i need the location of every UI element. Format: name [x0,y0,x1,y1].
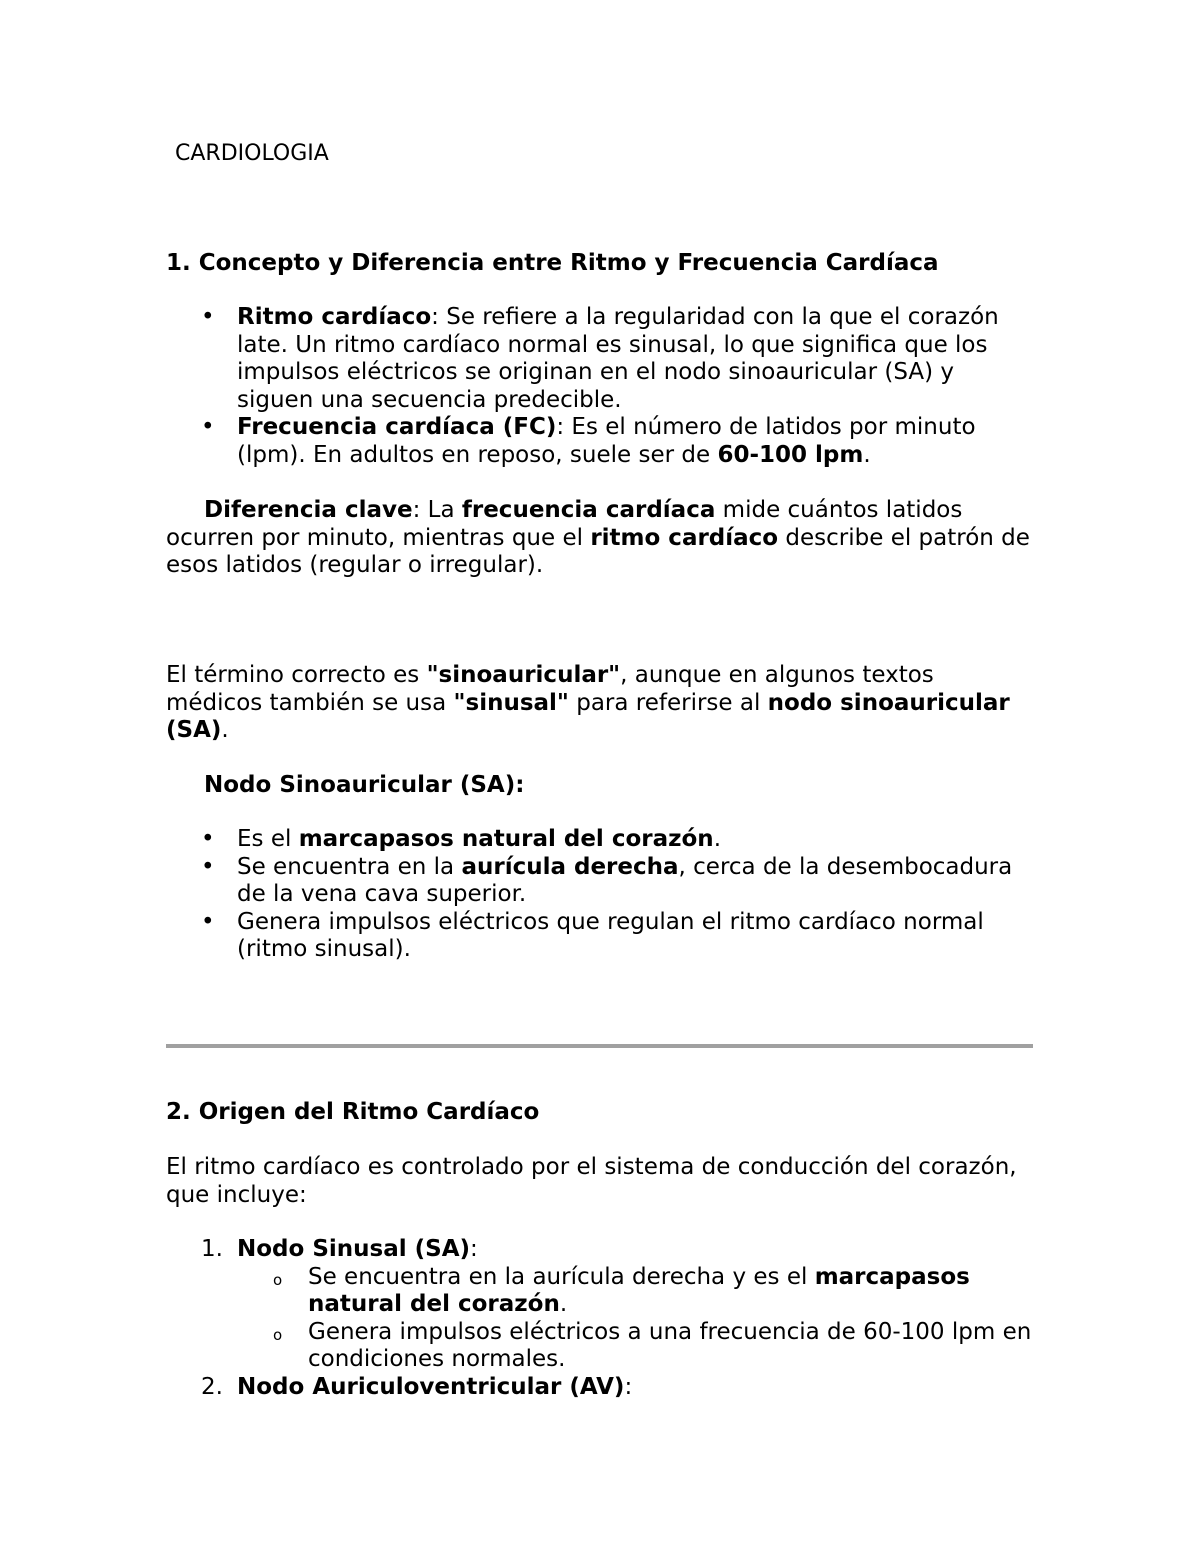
sub-list [237,1264,1034,1374]
sub-list-item: o Genera impulsos eléctricos a una frecuencia de 60-100 lpm en condiciones normales. [273,1318,1032,1372]
bullet-icon: • [201,853,215,880]
key-difference-paragraph: Diferencia clave: La frecuencia cardíaca mide cuántos latidos ocurren por minuto, mientras que el ritmo cardíaco describe el patrón de esos latidos (regular o irregular). [166,497,1030,578]
section-2-intro: El ritmo cardíaco es controlado por el sistema de conducción del corazón, que incluye: [166,1154,1017,1208]
bullet-icon: • [201,826,215,852]
sa-node-heading: Nodo Sinoauricular (SA): [204,772,525,798]
list-item: • Se encuentra en la aurícula derecha, cerca de la desembocadura de la vena cava superior. [201,853,1013,907]
list-item: • Es el marcapasos natural del corazón. [201,826,721,852]
list-item: • Ritmo cardíaco: Se refiere a la regularidad con la que el corazón late. Un ritmo cardíaco normal es sinusal, lo que significa que los impulsos eléctricos se originan en el nodo sinoauricular (SA) y siguen una secuencia predecible. [201,304,999,413]
list-item: 2. Nodo Auriculoventricular (AV): [201,1373,633,1400]
list-number: 1. [201,1236,223,1262]
circle-bullet-icon: o [273,1325,283,1344]
bullet-icon: • [201,304,215,330]
list-item: • Genera impulsos eléctricos que regulan el ritmo cardíaco normal (ritmo sinusal). [201,908,984,962]
list-number: 2. [201,1373,223,1400]
sub-list-item: o Se encuentra en la aurícula derecha y es el marcapasos natural del corazón. [273,1263,970,1317]
section-1-heading: 1. Concepto y Diferencia entre Ritmo y Frecuencia Cardíaca [166,250,939,276]
rhythm-frequency-list [166,304,1034,469]
list-item: • Frecuencia cardíaca (FC): Es el número de latidos por minuto (lpm). En adultos en reposo, suele ser de 60-100 lpm. [201,414,976,468]
list-item: 1. Nodo Sinusal (SA): o Se encuentra en la aurícula derecha y es el marcapasos natural del corazón. o Genera impulsos eléctricos a una frecuencia de 60-100 lpm en condiciones normales. [166,1236,1034,1374]
sa-node-list [166,826,1034,964]
circle-bullet-icon: o [273,1270,283,1289]
section-2-heading: 2. Origen del Ritmo Cardíaco [166,1099,540,1125]
terminology-paragraph: El término correcto es "sinoauricular", aunque en algunos textos médicos también se usa "sinusal" para referirse al nodo sinoauricular (SA). [166,662,1010,743]
conduction-system-list [166,1236,1034,1401]
bullet-icon: • [201,414,215,440]
horizontal-divider [166,1044,1033,1048]
document-title: CARDIOLOGIA [175,141,329,166]
bullet-icon: • [201,908,215,935]
